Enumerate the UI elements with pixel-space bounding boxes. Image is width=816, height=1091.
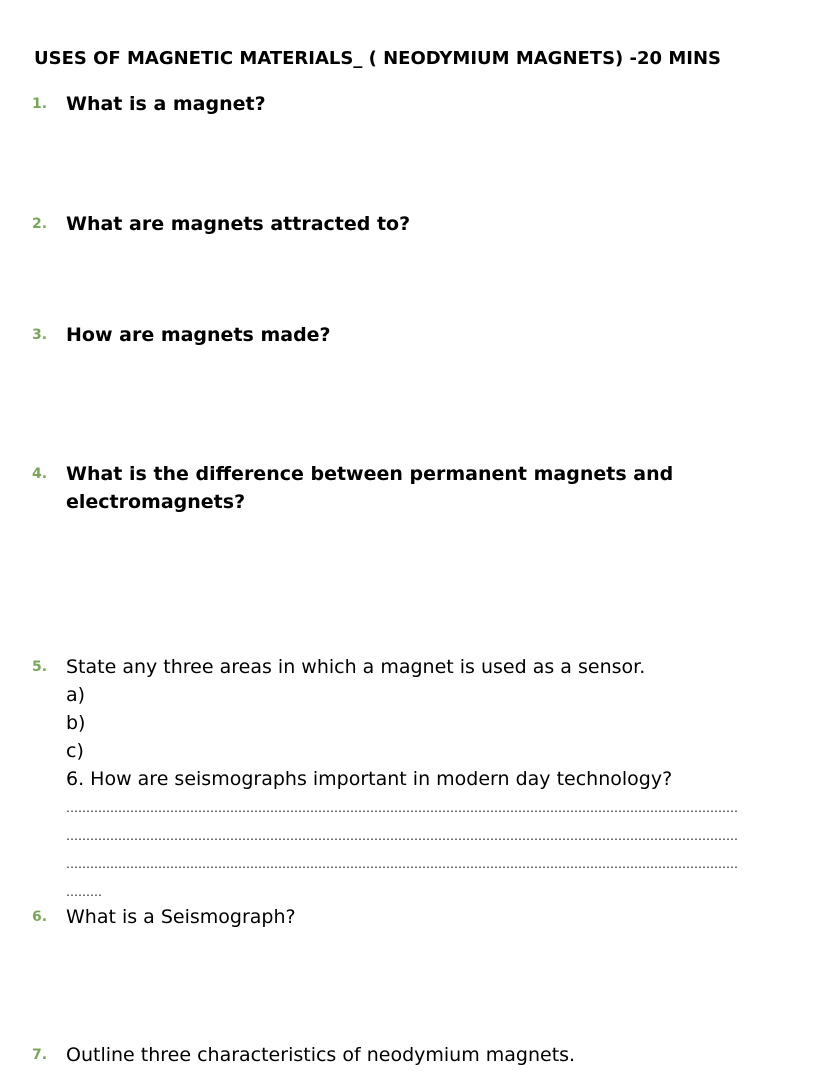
question-number: 6. [32, 909, 48, 925]
question-number: 5. [32, 659, 48, 675]
answer-line: …………………………………………………………………………………………………………………………………………………… [66, 801, 738, 815]
question-text: What is the difference between permanent magnets and electromagnets? [66, 463, 674, 513]
question-number: 4. [32, 466, 48, 482]
answer-item-c: c) [66, 740, 84, 762]
question-text: State any three areas in which a magnet is used as a sensor. [66, 656, 646, 678]
question-number: 1. [32, 96, 48, 112]
question-text: What is a Seismograph? [66, 906, 296, 928]
answer-line: …………………………………………………………………………………………………………………………………………………… [66, 857, 738, 871]
question-text: How are magnets made? [66, 324, 331, 346]
answer-item-b: b) [66, 712, 86, 734]
question-number: 7. [32, 1047, 48, 1063]
inline-question: 6. How are seismographs important in modern day technology? [66, 768, 673, 790]
worksheet-title: USES OF MAGNETIC MATERIALS_ ( NEODYMIUM MAGNETS) -20 MINS [34, 48, 721, 69]
answer-item-a: a) [66, 684, 86, 706]
question-text: What are magnets attracted to? [66, 213, 411, 235]
answer-line: ……… [66, 885, 102, 899]
question-number: 3. [32, 327, 48, 343]
question-number: 2. [32, 216, 48, 232]
answer-line: …………………………………………………………………………………………………………………………………………………… [66, 829, 738, 843]
question-text: What is a magnet? [66, 93, 266, 115]
question-text: Outline three characteristics of neodymium magnets. [66, 1044, 576, 1066]
